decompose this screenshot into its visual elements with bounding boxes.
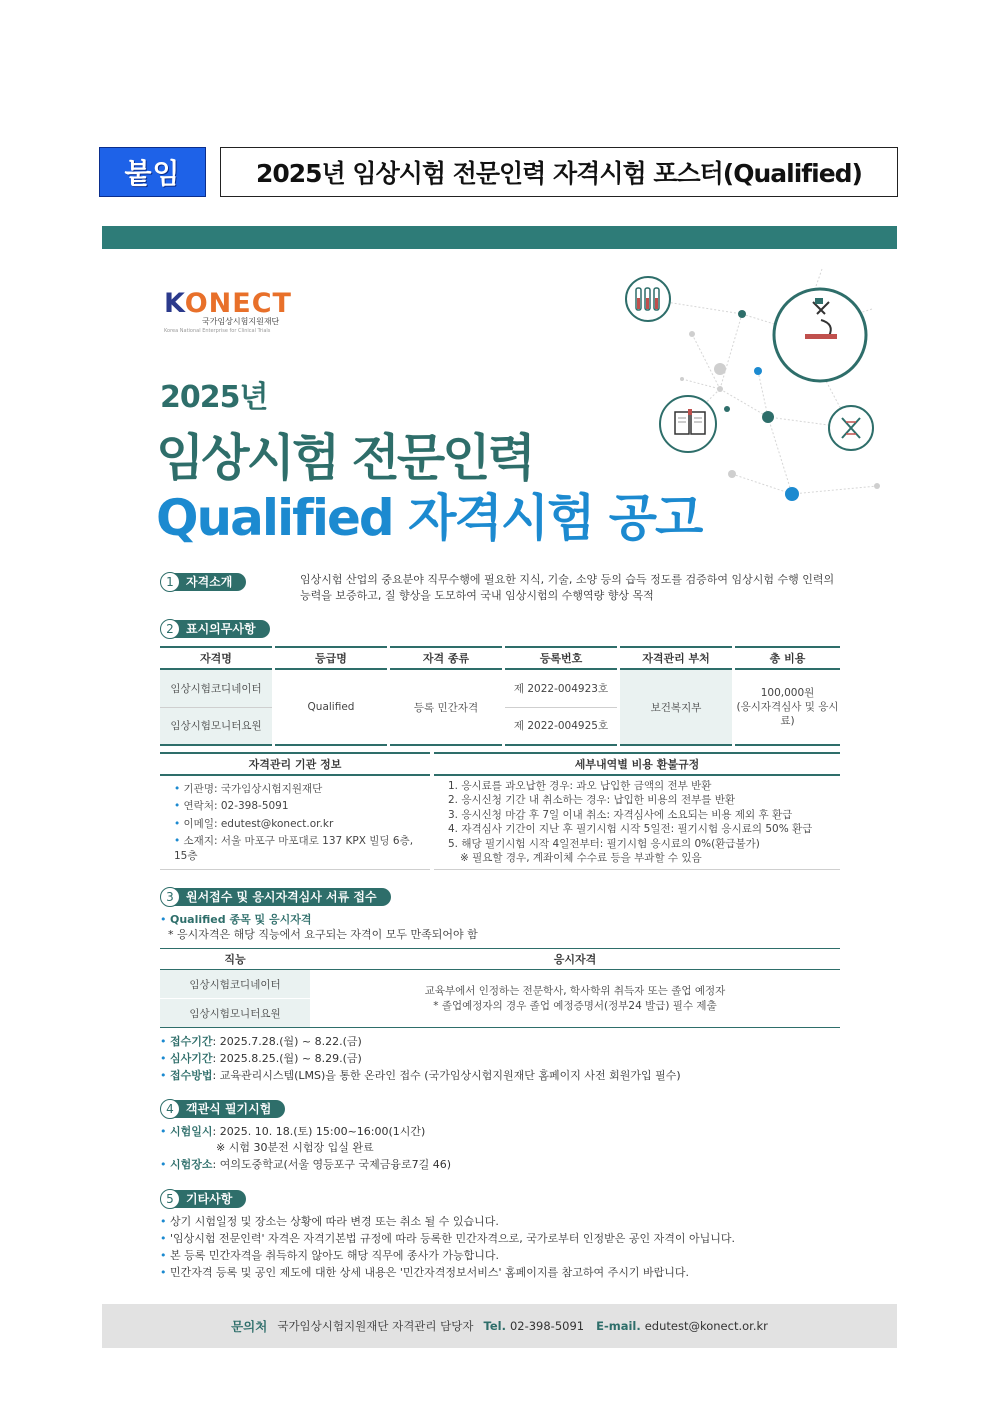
job-cell: 임상시험코디네이터: [160, 970, 310, 999]
poster-title-line1: 임상시험 전문인력: [156, 429, 533, 487]
table-cell: 제 2022-004925호: [504, 707, 619, 745]
poster-year: 2025년: [160, 380, 268, 415]
table-cell: 제 2022-004923호: [504, 669, 619, 707]
section-5-heading: 5 기타사항: [160, 1189, 246, 1209]
table-cell: 임상시험코디네이터: [160, 669, 274, 707]
footer-email: edutest@konect.or.kr: [644, 1319, 768, 1333]
book-icon: [672, 409, 708, 443]
refund-rules: 1. 응시료를 과오납한 경우: 과오 납입한 금액의 전부 반환 2. 응시신청 기간 내 취소하는 경우: 납입한 비용의 전부를 반환 3. 응시신청 마감 후 7일 이내 취소: 자격심사에 소요되는 비용 제외 후 환급 4. 자격심사 기간이 지난 후 필기시험 시작 5일전: 필기시험 응시료의 50% 환급 5. 해당 필기시험 시작 4일전부터: 필기시험 응시료의 0%(환급불가) ※ 필요할 경우, 계좌이체 수수료 등을 부과할 수 있음: [432, 775, 840, 869]
section-1-text: 임상시험 산업의 중요분야 직무수행에 필요한 지식, 기술, 소양 등의 습득 정도를 검증하여 임상시험 수행 인력의 능력을 보증하고, 질 향상을 도모하여 국내 임상시험의 수행역량 향상 목적: [300, 573, 835, 602]
konect-logo: [164, 290, 304, 336]
section-3-subtitle: • Qualified 종목 및 응시자격: [160, 913, 312, 926]
logo-wordmark: KONECT: [164, 288, 292, 319]
footer-org: 국가임상시험지원재단 자격관리 담당자: [277, 1319, 474, 1333]
footer-label: 문의처: [231, 1319, 268, 1334]
contact-footer: [102, 1304, 897, 1348]
notice-item: • 본 등록 민간자격을 취득하지 않아도 해당 직무에 종사가 가능합니다.: [160, 1249, 499, 1262]
section-4-heading: 4 객관식 필기시험: [160, 1099, 285, 1119]
review-period: • 심사기간: 2025.8.25.(월) ~ 8.29.(금): [160, 1052, 362, 1065]
exam-date-note: ※ 시험 30분전 시험장 입실 완료: [216, 1141, 374, 1154]
notice-item: • 민간자격 등록 및 공인 제도에 대한 상세 내용은 '민간자격정보서비스' 홈페이지를 참고하여 주시기 바랍니다.: [160, 1266, 690, 1279]
test-tubes-icon: [632, 284, 664, 320]
table-cell: 보건복지부: [619, 669, 734, 745]
logo-org-name: 국가임상시험지원재단: [202, 317, 280, 326]
attachment-tag: 붙임: [99, 147, 206, 197]
footer-tel: 02-398-5091: [509, 1319, 585, 1333]
table-cell: Qualified: [274, 669, 389, 745]
requirement-cell: 교육부에서 인정하는 전문학사, 학사학위 취득자 또는 졸업 예정자 * 졸업예정자의 경우 졸업 예정증명서(정부24 발급) 필수 제출: [310, 970, 840, 1028]
notice-item: • 상기 시험일정 및 장소는 상황에 따라 변경 또는 취소 될 수 있습니다.: [160, 1215, 499, 1228]
poster-top-bar: [102, 226, 897, 249]
microscope-icon: [795, 294, 847, 350]
document-title: 2025년 임상시험 전문인력 자격시험 포스터(Qualified): [220, 147, 898, 197]
section-3-heading: 3 원서접수 및 응시자격심사 서류 접수: [160, 887, 391, 907]
exam-date: • 시험일시: 2025. 10. 18.(토) 15:00~16:00(1시간): [160, 1125, 426, 1138]
agency-info: • 기관명: 국가임상시험지원재단 • 연락처: 02-398-5091 • 이메일: edutest@konect.or.kr • 소재지: 서울 마포구 마포대로 137 KPX 빌딩 6층, 15층: [160, 775, 432, 869]
job-cell: 임상시험모니터요원: [160, 999, 310, 1028]
section-3-note: * 응시자격은 해당 직능에서 요구되는 자격이 모두 만족되어야 함: [168, 928, 478, 941]
footer-tel-label: Tel.: [483, 1319, 506, 1333]
application-method: • 접수방법: 교육관리시스템(LMS)을 통한 온라인 접수 (국가임상시험지원재단 홈페이지 사전 회원가입 필수): [160, 1069, 681, 1082]
agency-refund-table: 자격관리 기관 정보 세부내역별 비용 환불규정 • 기관명: 국가임상시험지원재단 • 연락처: 02-398-5091 • 이메일: edutest@konect.or.kr • 소재지: 서울 마포구 마포대로 137 KPX 빌딩 6층, 15층 1. 응시료를 과오납한 경우: 과오 납입한 금액의 전부 반환 2. 응시신청 기간 내 취소하는 경우: 납입한 비용의 전부를 반환 3. 응시신청 마감 후 7일 이내 취소: 자격심사에 소요되는 비용 제외 후 환급 4. 자격심사 기간이 지난 후 필기시험 시작 5일전: 필기시험 응시료의 50% 환급 5. 해당 필기시험 시작 4일전부터: 필기시험 응시료의 0%(환급불가) ※ 필요할 경우, 계좌이체 수수료 등을 부과할 수 있음: [160, 752, 840, 870]
section-1-heading: 1 자격소개: [160, 572, 246, 592]
dna-icon: [838, 414, 864, 446]
table-cell: 등록 민간자격: [389, 669, 504, 745]
table-cell: 임상시험모니터요원: [160, 707, 274, 745]
footer-email-label: E-mail.: [596, 1319, 641, 1333]
eligibility-table: 직능 응시자격 임상시험코디네이터 교육부에서 인정하는 전문학사, 학사학위 취득자 또는 졸업 예정자 * 졸업예정자의 경우 졸업 예정증명서(정부24 발급) 필수 제출 임상시험모니터요원: [160, 948, 840, 1028]
application-period: • 접수기간: 2025.7.28.(월) ~ 8.22.(금): [160, 1035, 362, 1048]
table-cell: 100,000원 (응시자격심사 및 응시료): [734, 669, 841, 745]
notice-item: • '임상시험 전문인력' 자격은 자격기본법 규정에 따라 등록한 민간자격으로, 국가로부터 인정받은 공인 자격이 아닙니다.: [160, 1232, 736, 1245]
poster-title-line2: Qualified 자격시험 공고: [156, 489, 702, 547]
exam-place: • 시험장소: 여의도중학교(서울 영등포구 국제금융로7길 46): [160, 1158, 452, 1171]
section-2-heading: 2 표시의무사항: [160, 619, 270, 639]
qualification-table: 자격명 등급명 자격 종류 등록번호 자격관리 부처 총 비용 임상시험코디네이터 Qualified 등록 민간자격 제 2022-004923호 보건복지부 100,000원 (응시자격심사 및 응시료) 임상시험모니터요원 제 2022-004925호: [160, 646, 840, 746]
poster: [102, 226, 897, 1348]
logo-org-english: Korea National Enterprise for Clinical Trials: [164, 328, 271, 334]
